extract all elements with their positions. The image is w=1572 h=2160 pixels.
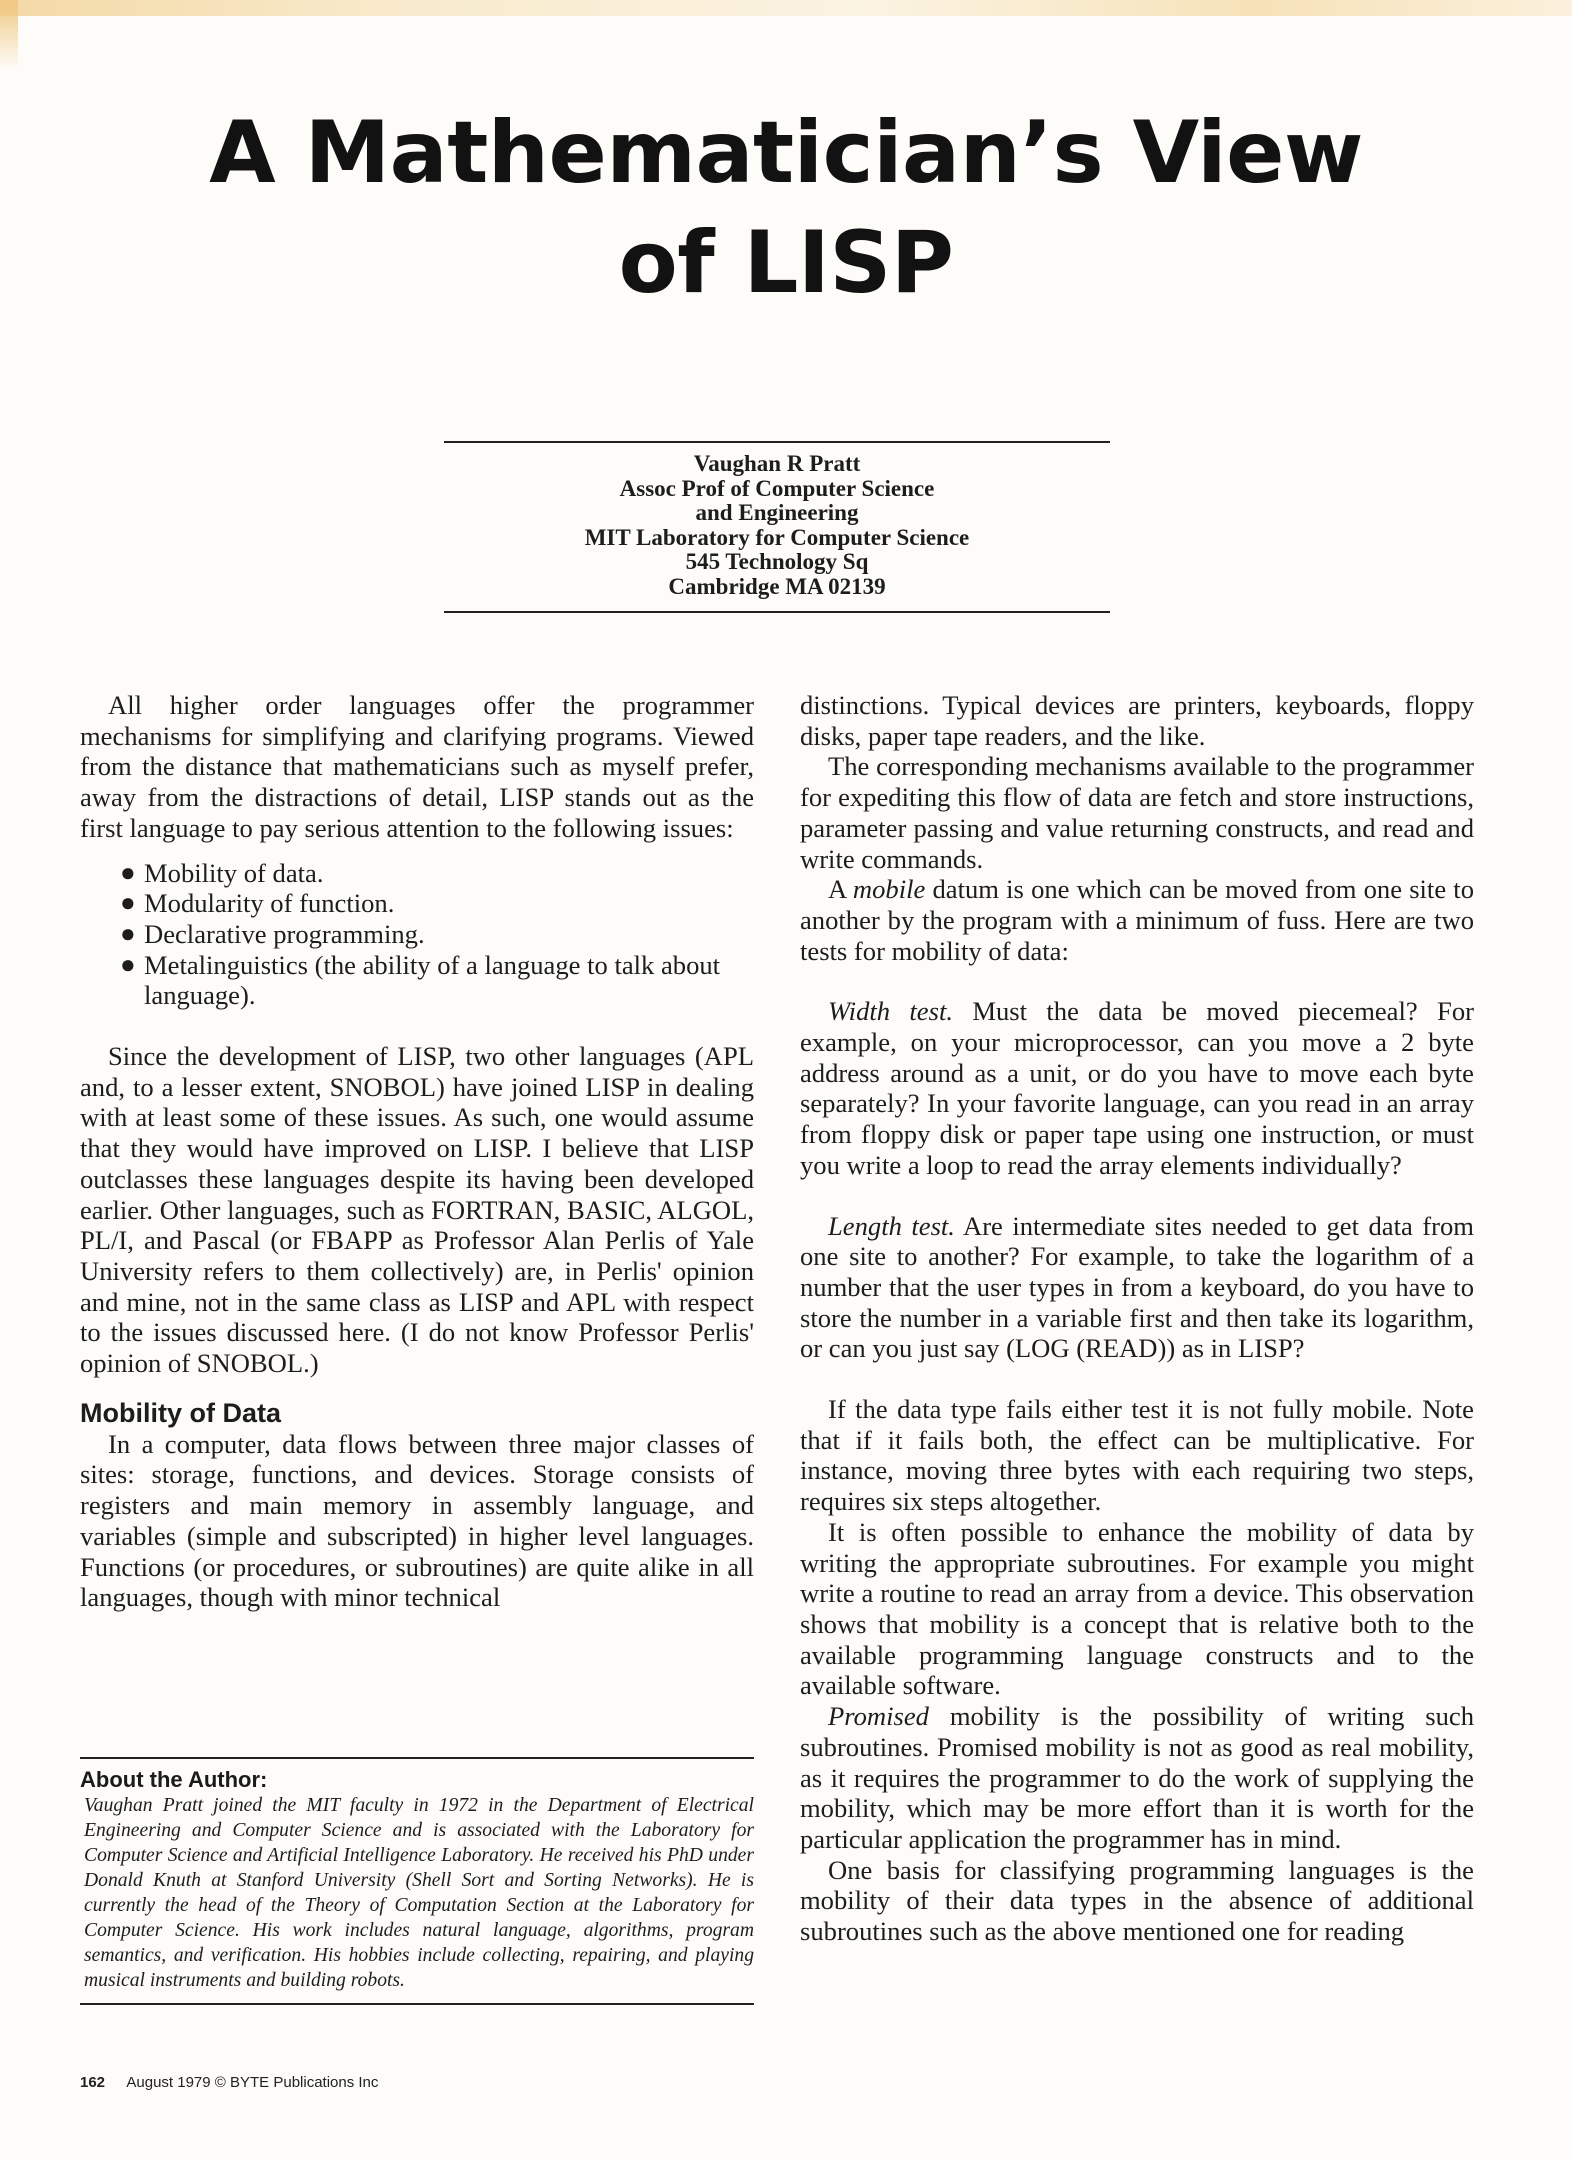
paragraph: The corresponding mechanisms available to the programmer for expediting this flow of data are fetch and store instructions, parameter passing and value returning constructs, and read and write commands. [800, 751, 1474, 874]
author-street: 545 Technology Sq [685, 549, 869, 574]
paragraph: distinctions. Typical devices are printers, keyboards, floppy disks, paper tape readers, and the like. [800, 690, 1474, 751]
paragraph: If the data type fails either test it is not fully mobile. Note that if it fails both, the effect can be multiplicative. For instance, moving three bytes with each requiring two steps, requires six steps altogether. [800, 1394, 1474, 1517]
author-role: Assoc Prof of Computer Science [619, 475, 935, 501]
author-name: Vaughan R Pratt [693, 451, 861, 476]
length-test: Length test. Are intermediate sites needed to get data from one site to another? For example, to take the logarithm of a number that the user types in from a keyboard, do you have to store the number in a variable first and then take its logarithm, or can you just say (LOG (READ)) as in LISP? [800, 1210, 1474, 1364]
page-number: 162 [80, 2074, 106, 2091]
bullet-icon: ● [120, 918, 136, 948]
comparison-paragraph: Since the development of LISP, two other languages (APL and, to a lesser extent, SNOBOL) have joined LISP in dealing with at least some of these issues. As such, one would assume that they would have improved on LISP. I believe that LISP outclasses these languages despite its having been developed earlier. Other languages, such as FORTRAN, BASIC, ALGOL, PL/I, and Pascal (or FBAPP as Professor Alan Perlis of Yale University refers to them collectively) are, in Perlis' opinion and mine, not in the same class as LISP and APL with respect to the issues discussed here. (I do not know Professor Perlis' opinion of SNOBOL.) [80, 1041, 754, 1379]
mobility-paragraph: In a computer, data flows between three major classes of sites: storage, functions, and devices. Storage consists of registers and main memory in assembly language, and variables (simple and subscripted) in higher level languages. Functions (or procedures, or subroutines) are quite alike in all languages, though with minor technical [80, 1428, 754, 1613]
promised-mobility: Promised mobility is the possibility of writing such subroutines. Promised mobility is not as good as real mobility, as it requires the programmer to do the work of supplying the mobility, which may be more effort than it is worth for the particular application the programmer has in mind. [800, 1701, 1474, 1854]
title-line-2: of LISP [618, 213, 954, 313]
list-item: ● Metalinguistics (the ability of a language to talk about language). [120, 949, 721, 1011]
article-title [0, 98, 1572, 318]
about-author-text: Vaughan Pratt joined the MIT faculty in 1972 in the Department of Electrical Engineering and Computer Science and is associated with the Laboratory for Computer Science and Artificial Intelligence Laboratory. He received his PhD under Donald Knuth at Stanford University (Shell Sort and Sorting Networks). He is currently the head of the Theory of Computation Section at the Laboratory for Computer Science. His work includes natural language, algorithms, program semantics, and verification. His hobbies include collecting, repairing, and playing musical instruments and building robots. [84, 1795, 754, 1991]
title-line-1: A Mathematician’s View [209, 103, 1363, 203]
author-city: Cambridge MA 02139 [668, 573, 886, 599]
footer-credit: August 1979 © BYTE Publications Inc [126, 2074, 379, 2091]
author-org: MIT Laboratory for Computer Science [584, 524, 970, 550]
paragraph: It is often possible to enhance the mobility of data by writing the appropriate subroutines. For example you might write a routine to read an array from a device. This observation shows that mobility is a concept that is relative both to the available programming language constructs and to the available software. [800, 1516, 1474, 1701]
author-role-cont: and Engineering [695, 500, 859, 525]
about-author-heading: About the Author: [80, 1767, 268, 1792]
width-test: Width test. Must the data be moved piecemeal? For example, on your microprocessor, can you move a 2 byte address around as a unit, or do you have to move each byte separately? In your favorite language, can you read in an array from floppy disk or paper tape using one instruction, or must you write a loop to read the array elements individually? [800, 996, 1474, 1180]
page-edge-tint [0, 0, 1572, 16]
paragraph: One basis for classifying programming languages is the mobility of their data types in the absence of additional subroutines such as the above mentioned one for reading [800, 1854, 1474, 1947]
right-column [800, 690, 1474, 1947]
byline [444, 441, 1110, 613]
page-footer [80, 2074, 378, 2091]
list-item: ● Declarative programming. [120, 918, 425, 949]
list-item: ● Modularity of function. [120, 888, 395, 919]
intro-paragraph: All higher order languages offer the programmer mechanisms for simplifying and clarifying programs. Viewed from the distance that mathematicians such as myself prefer, away from the distractions of detail, LISP stands out as the first language to pay serious attention to the following issues: [80, 690, 754, 843]
section-heading: Mobility of Data [80, 1397, 281, 1428]
bullet-icon: ● [120, 888, 136, 918]
issue-list [80, 858, 754, 1012]
page-stain [0, 0, 18, 70]
list-item: ● Mobility of data. [120, 857, 324, 888]
bullet-icon: ● [120, 949, 136, 979]
about-author-box [80, 1757, 754, 2005]
mobile-definition: A mobile datum is one which can be moved from one site to another by the program with a minimum of fuss. Here are two tests for mobility of data: [800, 874, 1474, 966]
bullet-icon: ● [120, 857, 136, 887]
left-column [80, 690, 754, 1613]
